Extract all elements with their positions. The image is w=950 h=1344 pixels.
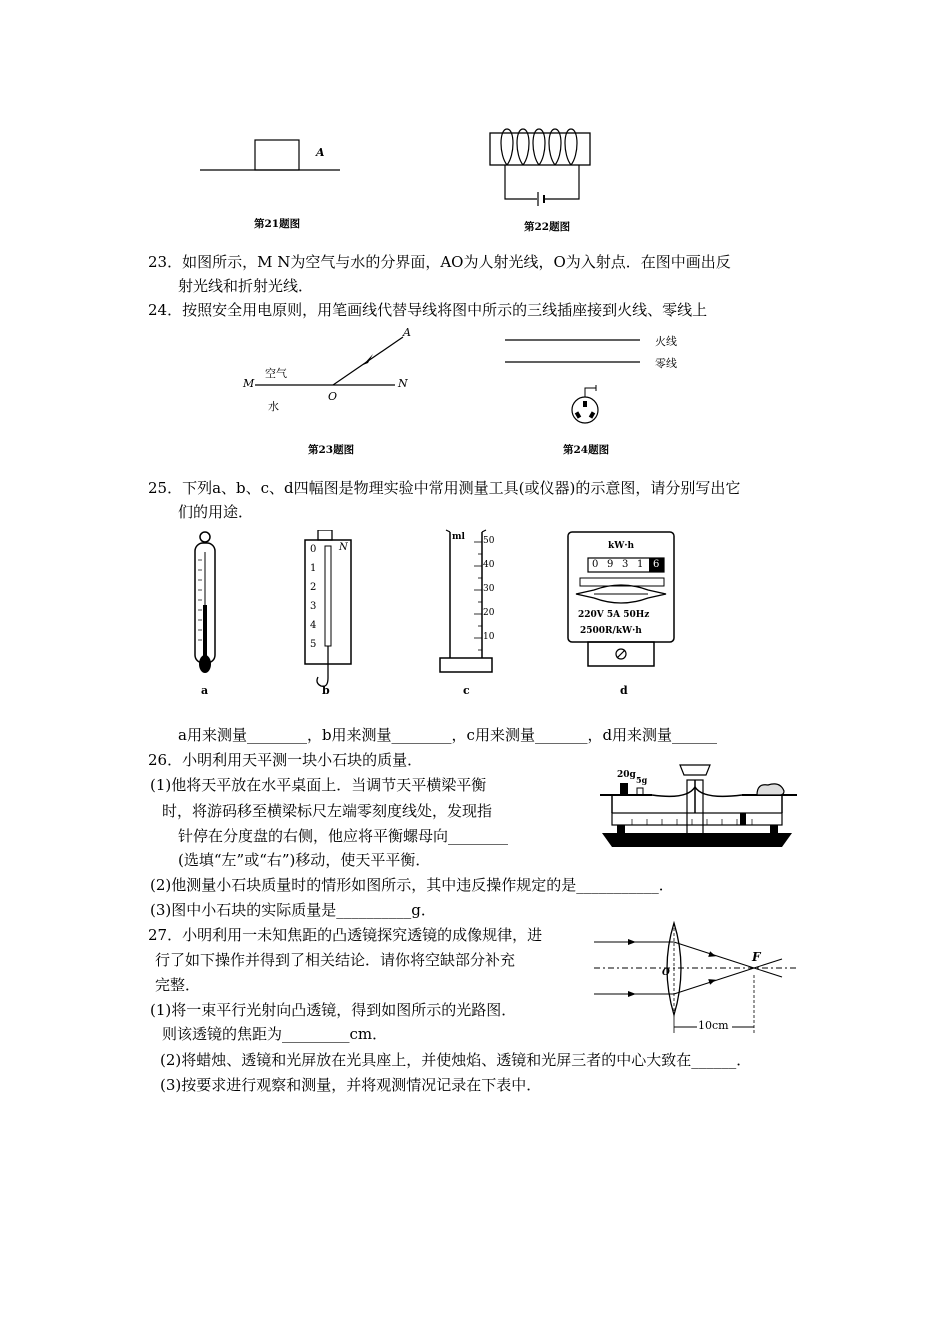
cylinder-unit: ml: [452, 532, 465, 542]
q27-p1a: (1)将一束平行光射向凸透镜，得到如图所示的光路图．: [150, 1001, 517, 1019]
q23-line2: 射光线和折射光线．: [178, 277, 314, 295]
spring-tick-5: 5: [310, 639, 317, 650]
meter-rating: 220V 5A 50Hz: [578, 610, 650, 620]
cylinder-tick-10: 10: [483, 632, 495, 642]
fig25-spring-scale: [303, 530, 353, 670]
q26-p1d: (选填“左”或“右”)移动，使天平平衡．: [178, 851, 431, 869]
meter-digit-5: 6: [653, 559, 660, 570]
figure-24: [500, 330, 650, 430]
q27-p3: (3)按要求进行观察和测量，并将观测情况记录在下表中．: [160, 1076, 542, 1094]
fig25-label-d: d: [620, 684, 628, 697]
fig25-electric-meter: [566, 530, 678, 670]
spring-unit: N: [339, 542, 348, 553]
q27-p2: (2)将蜡烛、透镜和光屏放在光具座上，并使烛焰、透镜和光屏三者的中心大致在______．: [160, 1051, 752, 1069]
q26-p3: (3)图中小石块的实际质量是__________g．: [150, 901, 436, 919]
meter-digit-2: 9: [607, 559, 614, 570]
q27-line1: 27．小明利用一未知焦距的凸透镜探究透镜的成像规律，进: [148, 926, 543, 944]
q26-p1c: 针停在分度盘的右侧，他应将平衡螺母向________: [178, 827, 509, 845]
fig27-center-label: O: [662, 968, 670, 978]
fig25-label-c: c: [463, 684, 470, 697]
figure-22: [485, 125, 600, 210]
fig23-o: O: [328, 390, 338, 403]
fig25-cylinder: [438, 528, 498, 678]
fig27-distance-label: 10cm: [698, 1019, 729, 1032]
fig22-caption: 第22题图: [524, 221, 571, 233]
fig23-a: A: [403, 326, 411, 339]
q26-p1b: 时，将游码移至横梁标尺左端零刻度线处，发现指: [162, 802, 493, 820]
meter-constant: 2500R/kW·h: [580, 626, 642, 636]
spring-tick-4: 4: [310, 620, 317, 631]
fig25-thermometer: [188, 530, 222, 678]
q23-line1: 23．如图所示，M N为空气与水的分界面，AO为人射光线，O为入射点．在图中画出反: [148, 253, 731, 271]
meter-digit-1: 0: [592, 559, 599, 570]
q25-line2: 们的用途．: [178, 503, 254, 521]
fig23-m: M: [243, 377, 255, 390]
fig21-caption: 第21题图: [254, 218, 301, 230]
spring-tick-1: 1: [310, 563, 317, 574]
q24-line1: 24．按照安全用电原则，用笔画线代替导线将图中所示的三线插座接到火线、零线上: [148, 301, 708, 319]
q27-p1b: 则该透镜的焦距为_________cm．: [162, 1025, 388, 1043]
fig25-label-b: b: [322, 684, 330, 697]
meter-unit: kW·h: [608, 541, 635, 551]
meter-digit-3: 3: [622, 559, 629, 570]
fig27-lens-diagram: [592, 915, 812, 1040]
q25-line1: 25．下列a、b、c、d四幅图是物理实验中常用测量工具(或仪器)的示意图，请分别写出它: [148, 479, 741, 497]
fig27-focal-label: F: [752, 950, 761, 964]
fig23-water: 水: [268, 400, 279, 413]
fig25-label-a: a: [201, 684, 209, 697]
q26-title: 26．小明利用天平测一块小石块的质量．: [148, 751, 423, 769]
cylinder-tick-40: 40: [483, 560, 495, 570]
meter-digit-4: 1: [637, 559, 644, 570]
fig23-air: 空气: [265, 367, 287, 380]
fig23-caption: 第23题图: [308, 444, 355, 456]
spring-tick-0: 0: [310, 544, 317, 555]
fig24-live-label: 火线: [655, 335, 677, 348]
fig26-balance: [592, 755, 802, 850]
q25-answer-line: a用来测量________，b用来测量________，c用来测量_______，d用来测量______: [178, 726, 718, 744]
spring-tick-2: 2: [310, 582, 317, 593]
cylinder-tick-50: 50: [483, 536, 495, 546]
cylinder-tick-20: 20: [483, 608, 495, 618]
cylinder-tick-30: 30: [483, 584, 495, 594]
fig24-caption: 第24题图: [563, 444, 610, 456]
q26-p1a: (1)他将天平放在水平桌面上．当调节天平横梁平衡: [150, 776, 487, 794]
spring-tick-3: 3: [310, 601, 317, 612]
weight-5g-label: 5g: [636, 775, 648, 785]
fig21-label-a: A: [316, 146, 325, 159]
q26-p2: (2)他测量小石块质量时的情形如图所示，其中违反操作规定的是___________．: [150, 876, 674, 894]
q27-line2: 行了如下操作并得到了相关结论．请你将空缺部分补充: [155, 951, 516, 969]
weight-20g-label: 20g: [617, 770, 636, 780]
fig23-n: N: [398, 377, 408, 390]
q27-line3: 完整．: [155, 976, 201, 994]
fig24-neutral-label: 零线: [655, 357, 677, 370]
